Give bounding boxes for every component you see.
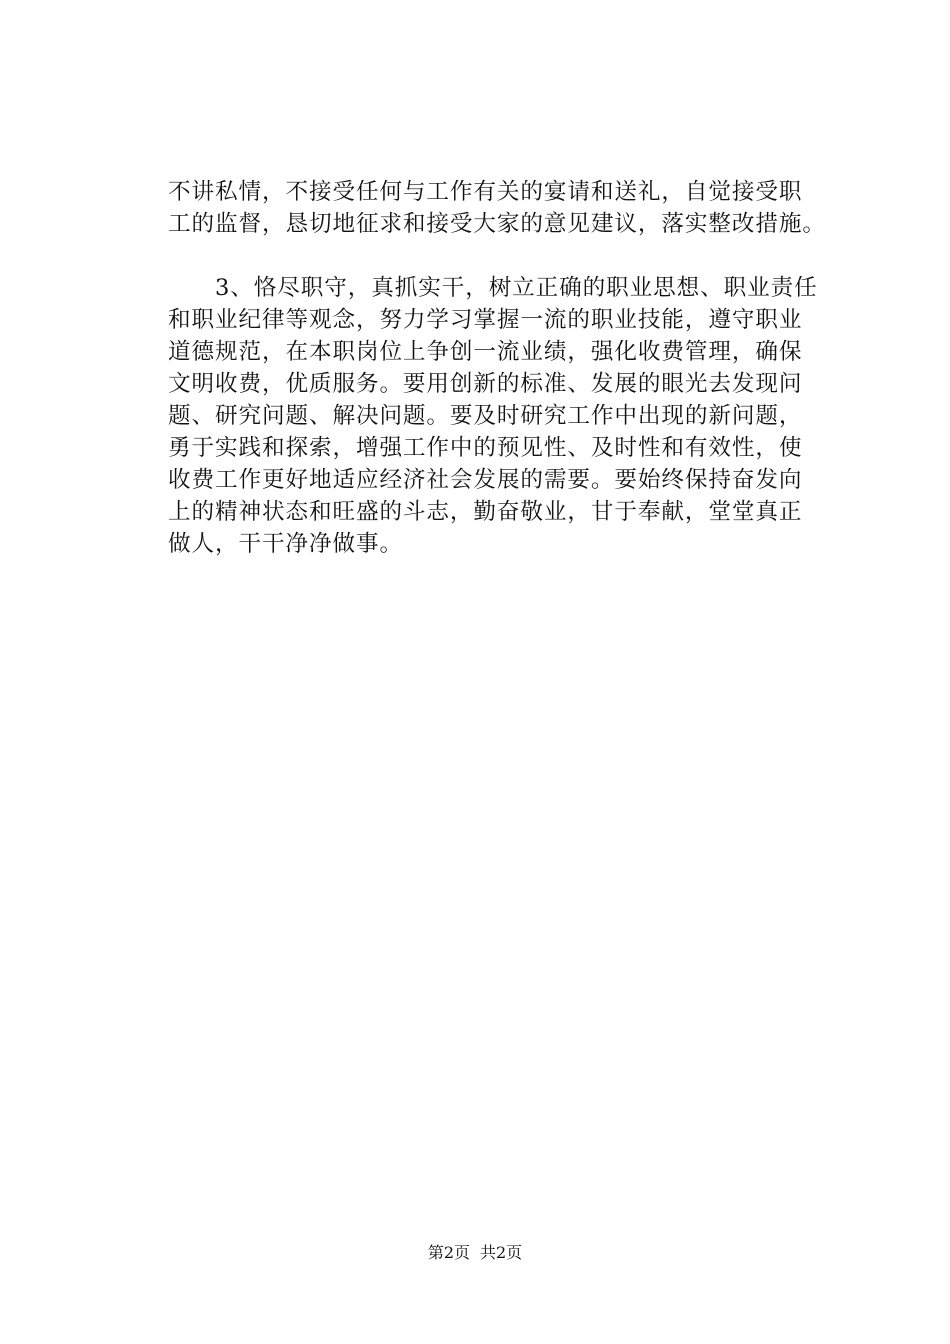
text-line: 道德规范，在本职岗位上争创一流业绩，强化收费管理，确保 — [168, 339, 803, 365]
page-total: 共2页 — [480, 1243, 523, 1262]
text-line: 上的精神状态和旺盛的斗志，勤奋敬业，甘于奉献，堂堂真正 — [168, 499, 803, 525]
text-line: 和职业纪律等观念，努力学习掌握一流的职业技能，遵守职业 — [168, 307, 803, 333]
text-line: 勇于实践和探索，增强工作中的预见性、及时性和有效性，使 — [168, 435, 803, 461]
paragraph-item-3 — [168, 272, 848, 560]
paragraph-continuation — [168, 176, 848, 240]
text-line: 文明收费，优质服务。要用创新的标准、发展的眼光去发现问 — [168, 371, 803, 397]
text-line: 3、恪尽职守，真抓实干，树立正确的职业思想、职业责任 — [168, 275, 818, 301]
text-line: 题、研究问题、解决问题。要及时研究工作中出现的新问题， — [168, 403, 803, 429]
page-footer — [0, 1243, 950, 1263]
document-body — [168, 176, 848, 560]
text-line: 工的监督，恳切地征求和接受大家的意见建议，落实整改措施。 — [168, 211, 826, 237]
paragraph-spacer — [168, 240, 848, 272]
page-number: 第2页 — [427, 1243, 470, 1262]
text-line: 收费工作更好地适应经济社会发展的需要。要始终保持奋发向 — [168, 467, 803, 493]
text-line: 做人，干干净净做事。 — [168, 531, 403, 557]
text-line: 不讲私情，不接受任何与工作有关的宴请和送礼，自觉接受职 — [168, 179, 803, 205]
